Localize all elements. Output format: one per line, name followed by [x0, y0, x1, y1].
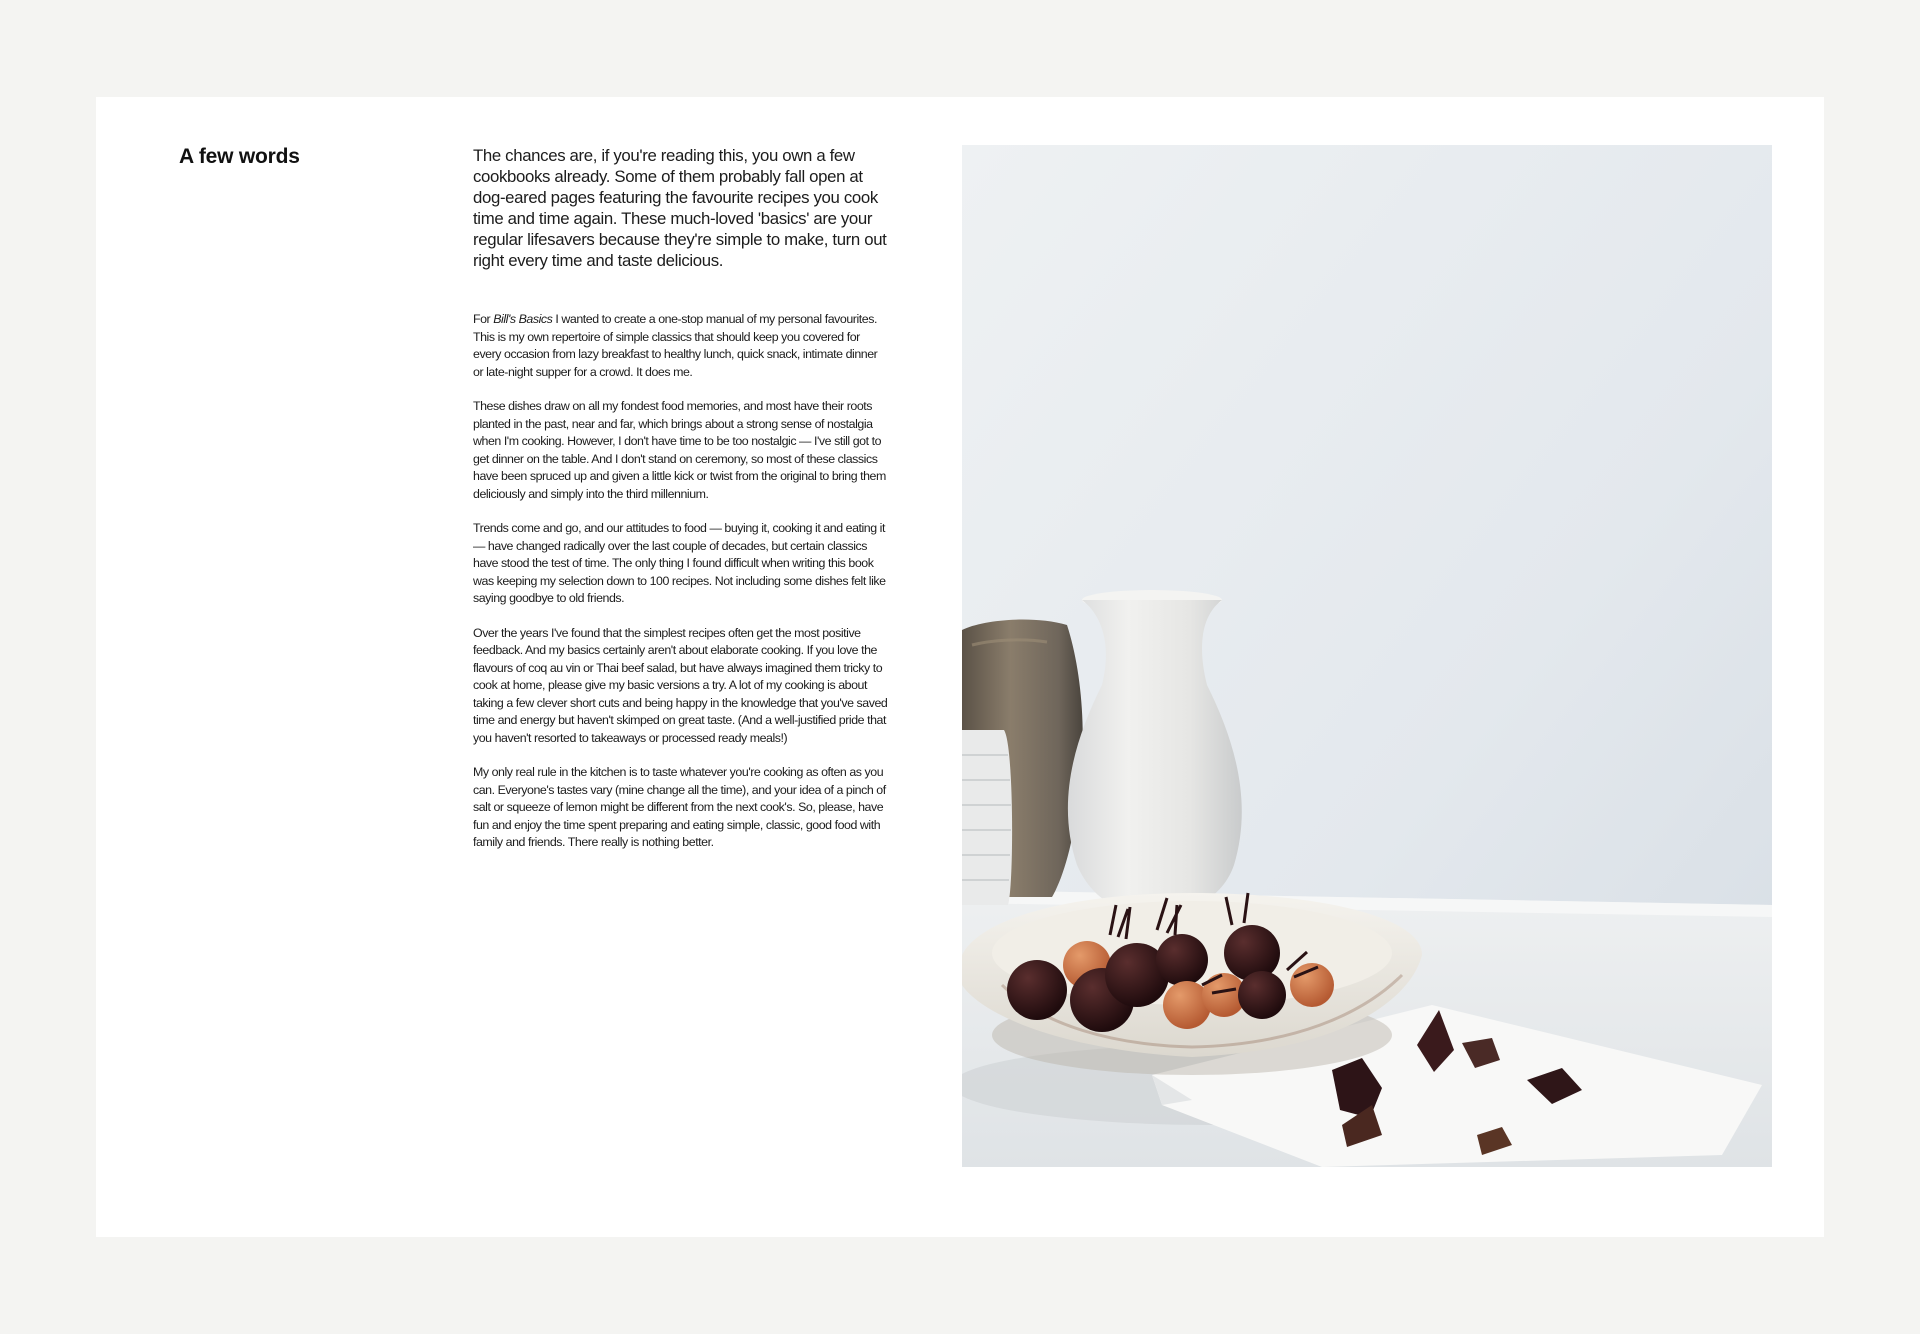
- body-paragraph-3: Trends come and go, and our attitudes to food — buying it, cooking it and eating it — have changed radically over the last couple of decades, but certain classics have stood the test of time. The only thing I found difficult when writing this book was keeping my selection down to 100 recipes. Not including some dishes felt like saying goodbye to old friends.: [473, 521, 886, 605]
- para-1-after: I wanted to create a one-stop manual of my personal favourites. This is my own repertoire of simple classics that should keep you covered for every occasion from lazy breakfast to healthy lunch, quick snack, intimate dinner or late-night supper for a crowd. It does me.: [473, 312, 878, 379]
- text-column: [473, 145, 888, 869]
- food-photo-illustration: [962, 145, 1772, 1167]
- book-title: Bill's Basics: [493, 312, 553, 326]
- body-paragraph-2: These dishes draw on all my fondest food memories, and most have their roots planted in the past, near and far, which brings about a strong sense of nostalgia when I'm cooking. However, I don't have time to be too nostalgic — I've still got to get dinner on the table. And I don't stand on ceremony, so most of these classics have been spruced up and given a little kick or twist from the original to bring them deliciously and simply into the third millennium.: [473, 399, 886, 501]
- para-1-before: For: [473, 312, 494, 326]
- body-paragraph-1: [473, 311, 888, 381]
- body-paragraph-4: Over the years I've found that the simplest recipes often get the most positive feedback. And my basics certainly aren't about elaborate cooking. If you love the flavours of coq au vin or Thai beef salad, but have always imagined them tricky to cook at home, please give my basic versions a try. A lot of my cooking is about taking a few clever short cuts and being happy in the knowledge that you've saved time and energy but haven't skimped on great taste. (And a well-justified pride that you haven't resorted to takeaways or processed ready meals!): [473, 625, 888, 745]
- book-spread: [96, 97, 1824, 1237]
- page-title: A few words: [179, 145, 300, 168]
- body-paragraph-5: My only real rule in the kitchen is to taste whatever you're cooking as often as you can. Everyone's tastes vary (mine change all the time), and your idea of a pinch of salt or squeeze of lemon might be different from the next cook's. So, please, have fun and enjoy the time spent preparing and eating simple, classic, good food with family and friends. There really is nothing better.: [473, 765, 886, 849]
- intro-paragraph: The chances are, if you're reading this, you own a few cookbooks already. Some of them probably fall open at dog-eared pages featuring the favourite recipes you cook time and time again. These much-loved 'basics' are your regular lifesavers because they're simple to make, turn out right every time and taste delicious.: [473, 146, 887, 270]
- food-photo: [962, 145, 1772, 1167]
